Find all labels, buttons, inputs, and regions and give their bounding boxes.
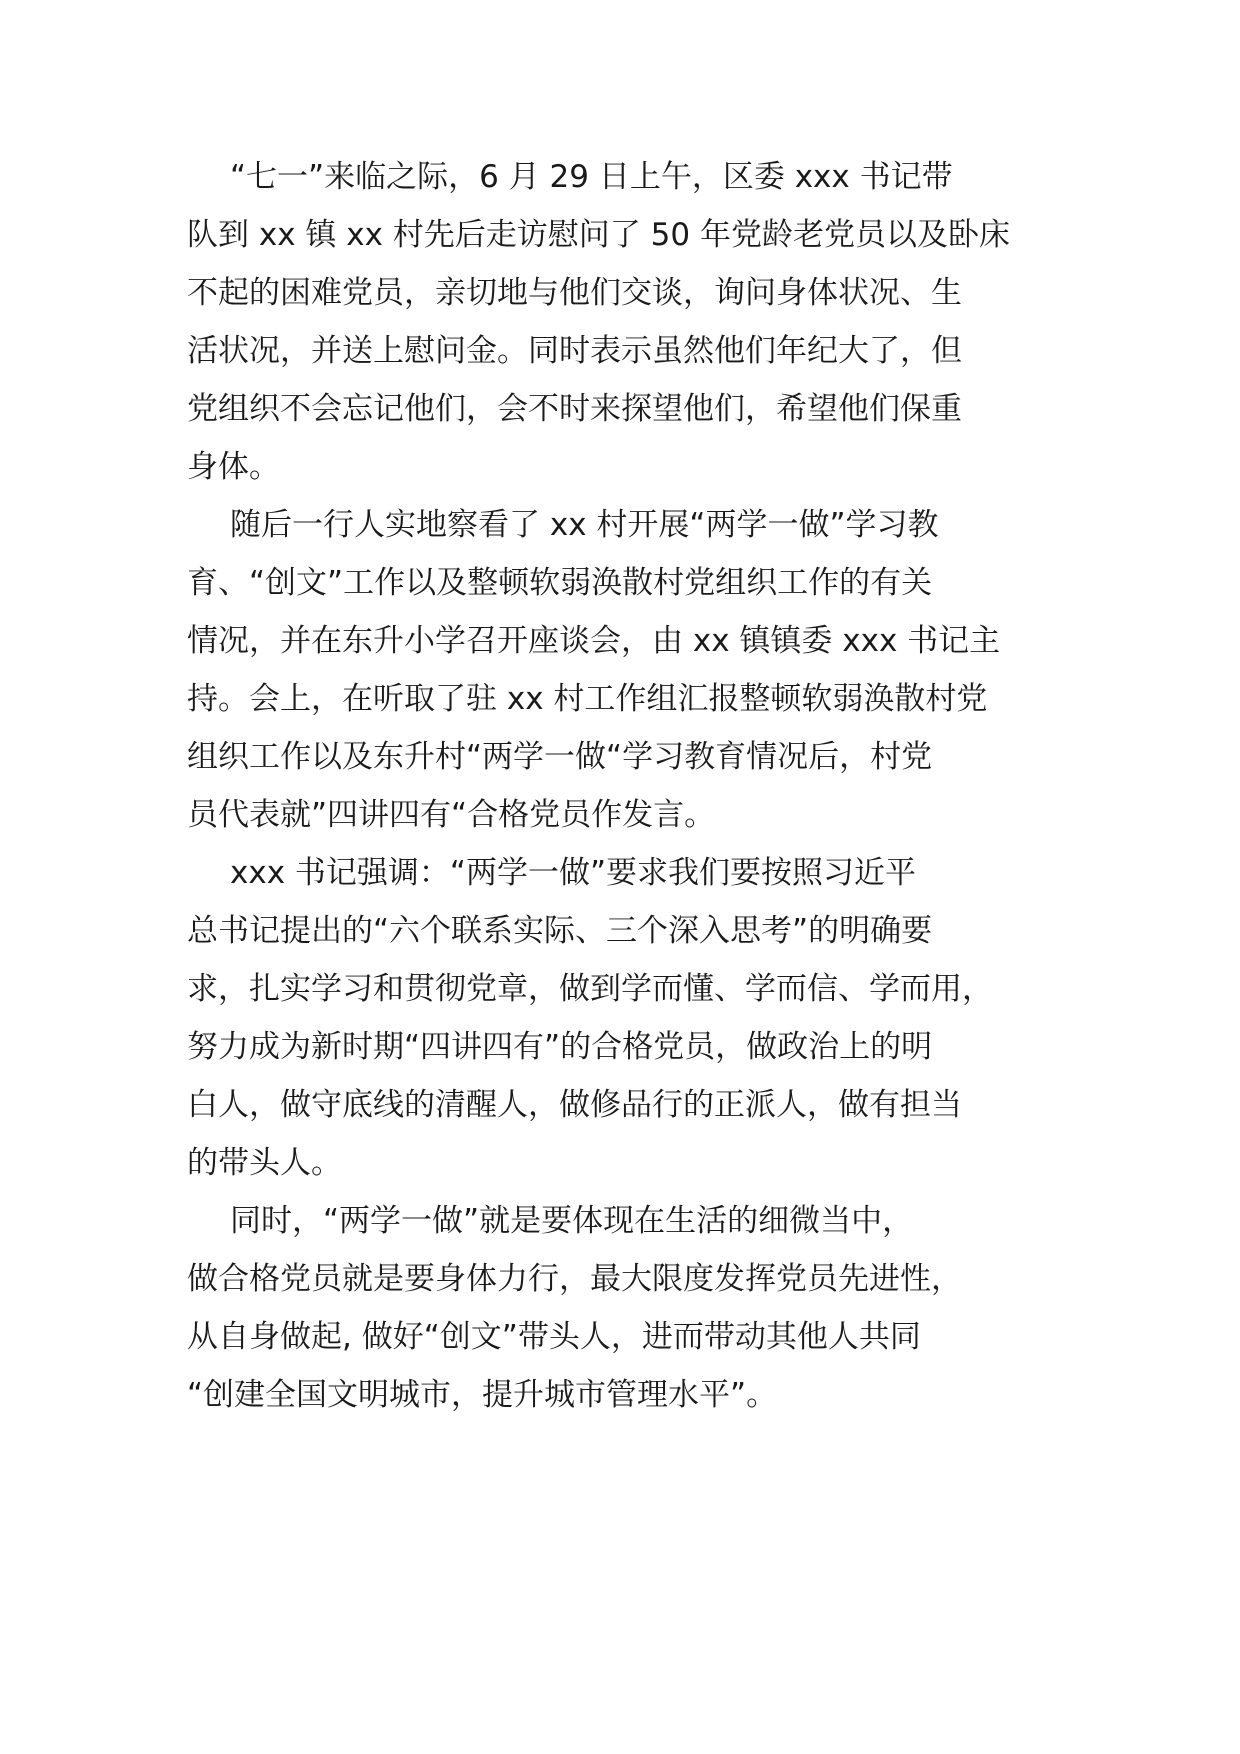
text-line: 组织工作以及东升村“两学一做“学习教育情况后，村党 (187, 739, 933, 775)
text-line: 员代表就”四讲四有“合格党员作发言。 (187, 797, 716, 833)
text-line: 不起的困难党员，亲切地与他们交谈，询问身体状况、生 (187, 275, 962, 311)
text-line: 做合格党员就是要身体力行，最大限度发挥党员先进性， (187, 1261, 962, 1297)
text-line: 从自身做起, 做好“创文”带头人，进而带动其他人共同 (187, 1319, 921, 1355)
text-line: xxx 书记强调：“两学一做”要求我们要按照习近平 (230, 855, 917, 891)
text-line: “创建全国文明城市，提升城市管理水平”。 (187, 1377, 778, 1413)
text-line: 队到 xx 镇 xx 村先后走访慰问了 50 年党龄老党员以及卧床 (187, 217, 1010, 253)
text-line: 党组织不会忘记他们，会不时来探望他们，希望他们保重 (187, 391, 962, 427)
text-line: 总书记提出的“六个联系实际、三个深入思考”的明确要 (187, 913, 933, 949)
text-line: 同时，“两学一做”就是要体现在生活的细微当中， (230, 1203, 914, 1239)
text-line: 求，扎实学习和贯彻党章，做到学而懂、学而信、学而用， (187, 971, 993, 1007)
text-line: 活状况，并送上慰问金。同时表示虽然他们年纪大了，但 (187, 333, 962, 369)
text-line: 育、“创文”工作以及整顿软弱涣散村党组织工作的有关 (187, 565, 933, 601)
text-line: 身体。 (187, 449, 280, 485)
text-line: 努力成为新时期“四讲四有”的合格党员，做政治上的明 (187, 1029, 933, 1065)
text-line: 持。会上，在听取了驻 xx 村工作组汇报整顿软弱涣散村党 (187, 681, 988, 717)
text-line: 白人，做守底线的清醒人，做修品行的正派人，做有担当 (187, 1087, 962, 1123)
text-line: 的带头人。 (187, 1145, 342, 1181)
text-line: 随后一行人实地察看了 xx 村开展“两学一做”学习教 (230, 507, 939, 543)
text-line: 情况，并在东升小学召开座谈会，由 xx 镇镇委 xxx 书记主 (187, 623, 1001, 659)
text-line: “七一”来临之际，6 月 29 日上午，区委 xxx 书记带 (230, 159, 953, 195)
